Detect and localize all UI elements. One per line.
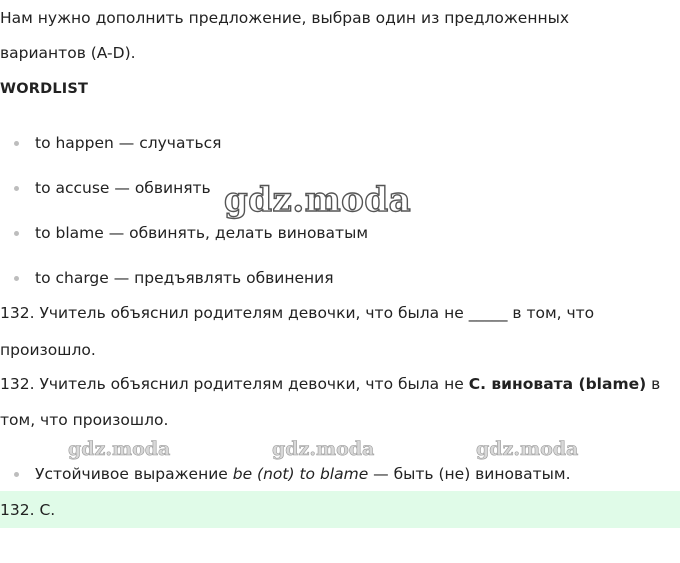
question-line-2: произошло.	[0, 341, 96, 359]
intro-line-1: Нам нужно дополнить предложение, выбрав один из предложенных	[0, 9, 570, 27]
intro-line-2: вариантов (A-D).	[0, 44, 136, 62]
wordlist-item-text: to charge — предъявлять обвинения	[35, 269, 334, 287]
wordlist-item	[14, 178, 211, 198]
wordlist-item	[14, 133, 221, 153]
bullet-icon	[14, 231, 19, 236]
wordlist-item	[14, 223, 368, 243]
note-prefix: Устойчивое выражение	[35, 465, 233, 483]
bullet-icon	[14, 472, 19, 477]
solution-line-2: том, что произошло.	[0, 411, 169, 429]
bullet-icon	[14, 276, 19, 281]
wordlist-item-text: to happen — случаться	[35, 134, 222, 152]
bullet-icon	[14, 186, 19, 191]
wordlist-item-text: to blame — обвинять, делать виноватым	[35, 224, 369, 242]
answer-box	[0, 491, 680, 528]
solution-highlight: C. виновата (blame)	[468, 375, 647, 393]
watermark-logo: gdz.moda	[476, 438, 579, 460]
note-suffix: — быть (не) виноватым.	[368, 465, 571, 483]
solution-line-1	[0, 374, 660, 394]
bullet-icon	[14, 141, 19, 146]
note-text	[35, 465, 571, 483]
wordlist-heading: WORDLIST	[0, 81, 89, 97]
note-phrase: be (not) to blame	[232, 465, 369, 483]
note-item	[14, 464, 571, 484]
question-line-1: 132. Учитель объяснил родителям девочки, что была не _____ в том, что	[0, 304, 595, 322]
answer-text: 132. C.	[0, 501, 56, 519]
solution-prefix: 132. Учитель объяснил родителям девочки, что была не	[0, 375, 469, 393]
watermark-logo: gdz.moda	[224, 180, 412, 220]
watermark-logo: gdz.moda	[68, 438, 171, 460]
solution-suffix: в	[646, 375, 661, 393]
watermark-logo: gdz.moda	[272, 438, 375, 460]
wordlist-item	[14, 268, 334, 288]
wordlist-item-text: to accuse — обвинять	[35, 179, 211, 197]
